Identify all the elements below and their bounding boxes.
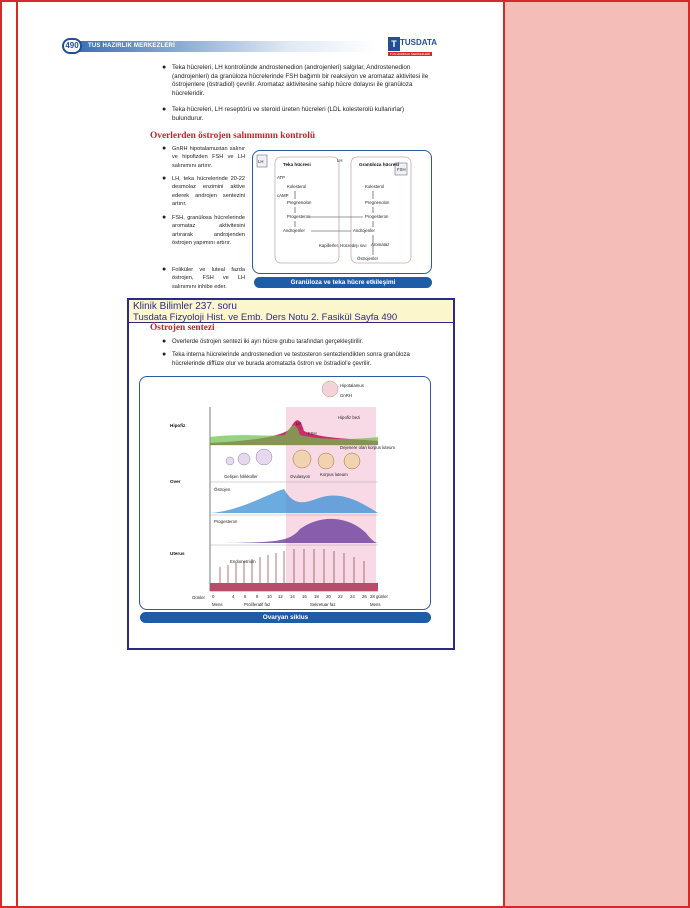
section1-bullet (162, 266, 245, 291)
label-mens: Mens (370, 602, 381, 607)
granuloza-step: Progesteron (365, 214, 389, 219)
fsh-label: FSH (397, 167, 406, 172)
label-fsh: FSH (308, 431, 317, 436)
camp-label: cAMP (277, 193, 289, 198)
section1-bullet-text: FSH, granülosa hücrelerinde aromataz aktivitesini artırarak androjenden östrojen yapımını artırır. (172, 215, 245, 247)
ovulation-icon (293, 450, 311, 468)
bullet-icon: ● (162, 145, 167, 152)
section-heading: Overlerden östrojen salınımının kontrolü (150, 131, 316, 141)
section-heading: Östrojen sentezi (150, 323, 215, 333)
section2-bullet-text: Overlerde östrojen sentezi iki ayrı hücre grubu tarafından gerçekleştirilir. (172, 339, 364, 345)
follicle-icon (238, 453, 250, 465)
label-gnrh: GnRH (340, 393, 352, 398)
teka-title: Teka hücresi (283, 162, 311, 167)
bullet-icon: ● (162, 106, 167, 113)
label-sekretuar: Sekretuar faz (310, 602, 336, 607)
tusdata-logo (388, 37, 438, 57)
section2-bullet (162, 351, 434, 368)
ovarian-cycle-figure (139, 376, 431, 610)
follicle-icon (226, 457, 234, 465)
klinik-line2: Tusdata Fizyoloji Hist. ve Emb. Ders Notu 2. Fasikül Sayfa 490 (133, 311, 398, 323)
label-hipofiz-bezi: Hipofiz bezi (338, 415, 361, 420)
section1-bullet (162, 214, 245, 248)
top-bullet (162, 106, 434, 123)
atp-label: ATP (277, 175, 286, 180)
bullet-icon: ● (162, 266, 167, 273)
logo-name: TUSDATA (400, 38, 438, 47)
header-title: TUS HAZIRLIK MERKEZLERİ (88, 43, 175, 49)
top-bullet-text: Teka hücreleri, LH kontrolünde androstenedion (androjenleri) salgılar, Androstenedion (androjenleri) da granüloza hücrelerinde FSH bağımlı bir reaksiyon ve aromataz aktivitesi ile östrojenlere (östradiol) çevrilir. Aromataz aktivitesine sahip hücre dolayısı ile granüloza hücreleridir. (172, 64, 429, 97)
section1-bullet (162, 145, 245, 170)
day-tick: 20 (326, 594, 331, 599)
page-header (62, 38, 434, 54)
bullet-icon: ● (162, 175, 167, 182)
section2-bullet-text: Teka interna hücrelerinde androstenedion ve testosteron sentezlendikten sonra granülozа hücrelerinde diffüze olur ve burada aromatazla östron ve östradiol'e çevrilir. (172, 352, 410, 367)
granuloza-title: Granüloza hücresi (359, 162, 400, 167)
page-number: 490 (62, 38, 82, 54)
degenerating-cl-icon (344, 453, 360, 469)
label-lh: LH (296, 421, 302, 426)
lh-label: LH (258, 159, 264, 164)
granuloza-step: Kolesterol (365, 184, 385, 189)
label-ostrojen: Östrojen (214, 487, 231, 492)
section1-bullet-text: LH, teka hücrelerinde 20-22 desmolaz enzimini aktive ederek androjen sentezini artırır. (172, 176, 245, 208)
corpus-luteum-icon (318, 453, 334, 469)
logo-sub: TUS HAZIRLIK MERKEZLERİ (389, 52, 431, 56)
section1-bullet-text: Foliküler ve luteal fazda östrojen, FSH ve LH salınımını inhibe eder. (172, 267, 245, 290)
bullet-icon: ● (162, 64, 167, 71)
row-label-hipofiz: Hipofiz (170, 423, 186, 428)
aromataz-label: Aromataz (371, 242, 390, 247)
teka-granuloza-svg (253, 151, 431, 273)
section1-bullet (162, 175, 245, 209)
bullet-icon: ● (162, 351, 167, 358)
label-hipotalamus: Hipotalamus (340, 383, 364, 388)
label-gelisen: Gelişen folikküller (224, 474, 258, 479)
day-tick: 14 (290, 594, 295, 599)
diagram-caption: Granüloza ve teka hücre etkileşimi (254, 277, 432, 288)
uterus-base (210, 583, 378, 591)
granuloza-step: Pregnenolon (365, 200, 390, 205)
day-tick: 16 (302, 594, 307, 599)
label-dejenere: Dejenere olan korpus luteum (340, 445, 395, 450)
day-tick: 24 (350, 594, 355, 599)
label-korpus: Korpus luteum (320, 472, 348, 477)
teka-step: Androjenler (283, 228, 305, 233)
figure-caption: Ovaryan siklus (140, 612, 431, 623)
row-label-over: Over (170, 479, 181, 484)
label-progesteron: Progesteron (214, 519, 238, 524)
top-bullet (162, 64, 434, 98)
side-panel (504, 2, 688, 906)
section1-bullet-text: GnRH hipotalamustan salınır ve hipofizden FSH ve LH salınımını artırır. (172, 146, 245, 169)
section2-bullet (162, 338, 434, 347)
hypothalamus-icon (322, 381, 338, 397)
ostrojen-label: Östrojenler (357, 256, 379, 261)
day-tick: 8 (256, 594, 259, 599)
teka-granuloza-diagram (252, 150, 432, 274)
teka-step: Progesteron (287, 214, 311, 219)
capillary-label: Kapillerler, Hücredışı sıvı (319, 243, 367, 248)
label-gunler-axis: 28 günler (370, 594, 388, 599)
ovarian-cycle-svg (140, 377, 430, 609)
bullet-icon: ● (162, 338, 167, 345)
row-label-uterus: Uterus (170, 551, 185, 556)
klinik-line1: Klinik Bilimler 237. soru (133, 301, 237, 312)
teka-step: Pregnenolon (287, 200, 312, 205)
lh-label-2: LH (337, 158, 343, 163)
day-tick: 18 (314, 594, 319, 599)
label-endometrium: Endometrium (230, 559, 256, 564)
day-tick: 0 (212, 594, 215, 599)
day-tick: 6 (244, 594, 247, 599)
top-bullet-text: Teka hücreleri, LH reseptörü ve steroid üreten hücreleri (LDL kolesterolü kullanırlar) bulundurur. (172, 106, 405, 122)
day-tick: 26 (362, 594, 367, 599)
granuloza-step: Androjenler (353, 228, 375, 233)
day-tick: 22 (338, 594, 343, 599)
label-proliferatif: Proliferatif faz (244, 602, 271, 607)
day-tick: 12 (278, 594, 283, 599)
label-mens: Mens (212, 602, 223, 607)
follicle-icon (256, 449, 272, 465)
day-tick: 4 (232, 594, 235, 599)
label-ovulasyon: Ovulasyon (290, 474, 311, 479)
klinik-banner (129, 300, 453, 323)
day-tick: 10 (267, 594, 272, 599)
teka-step: Kolesterol (287, 184, 307, 189)
logo-mark-icon: T (388, 37, 400, 51)
day-ticks (212, 594, 367, 599)
label-gunler: Günler (192, 595, 205, 600)
bullet-icon: ● (162, 214, 167, 221)
